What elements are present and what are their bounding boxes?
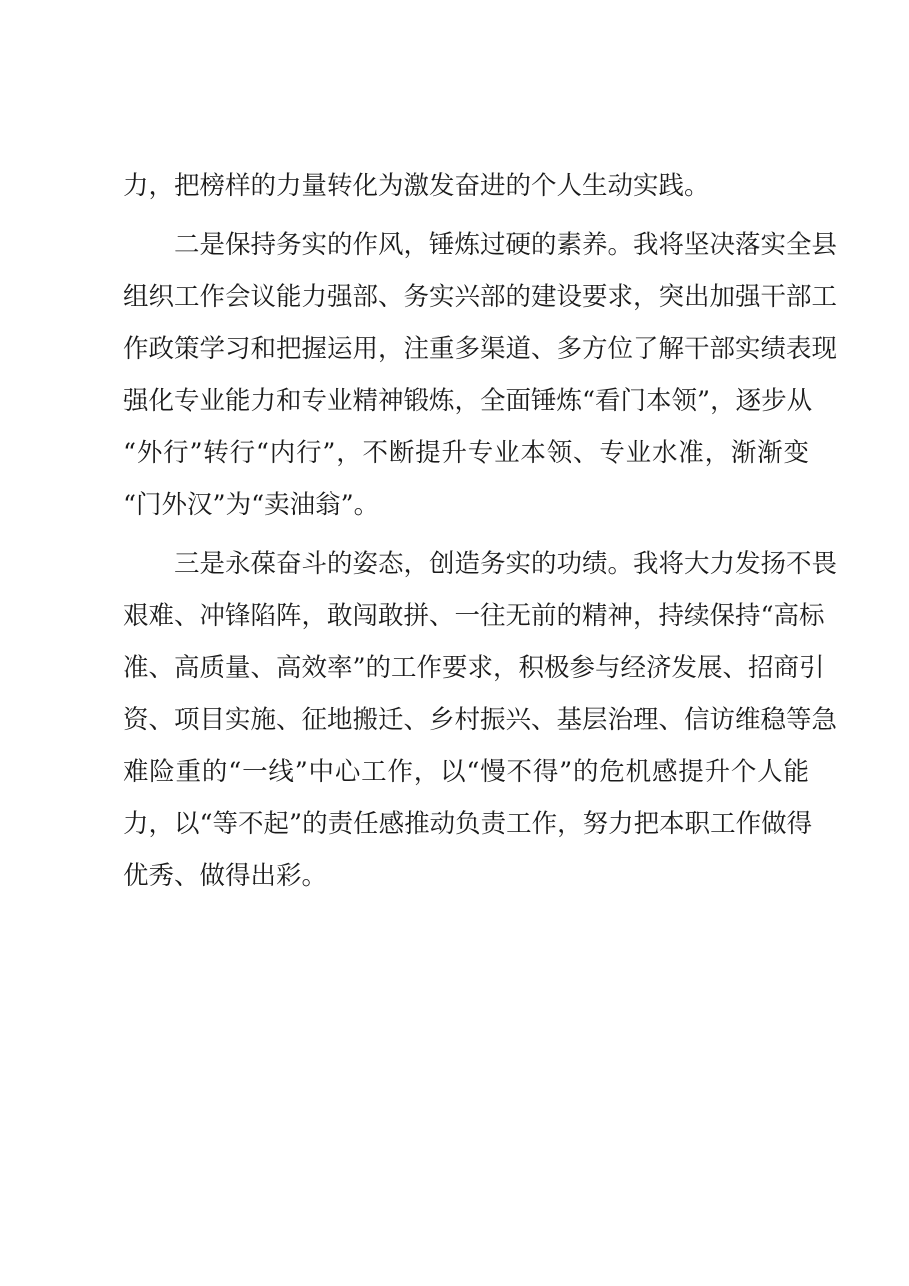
- paragraph-2: [123, 219, 838, 531]
- text-line: 力，把榜样的力量转化为激发奋进的个人生动实践。: [123, 171, 710, 201]
- text-line: 组织工作会议能力强部、务实兴部的建设要求，突出加强干部工: [123, 282, 838, 312]
- text-line: “外行”转行“内行”，不断提升专业本领、专业水准，渐渐变: [123, 438, 809, 468]
- text-line: 资、项目实施、征地搬迁、乡村振兴、基层治理、信访维稳等急: [123, 705, 838, 735]
- text-line: 优秀、做得出彩。: [123, 861, 328, 891]
- text-line: 难险重的“一线”中心工作，以“慢不得”的危机感提升个人能: [123, 757, 809, 787]
- paragraph-3: [123, 538, 838, 902]
- text-line: 二是保持务实的作风，锤炼过硬的素养。我将坚决落实全县: [123, 230, 838, 260]
- paragraph-continuation: [123, 160, 809, 212]
- text-line: 作政策学习和把握运用，注重多渠道、多方位了解干部实绩表现: [123, 334, 838, 364]
- text-line: “门外汉”为“卖油翁”。: [123, 490, 380, 520]
- text-line: 准、高质量、高效率”的工作要求，积极参与经济发展、招商引: [123, 653, 825, 683]
- text-line: 强化专业能力和专业精神锻炼，全面锤炼“看门本领”，逐步从: [123, 386, 813, 416]
- text-line: 艰难、冲锋陷阵，敢闯敢拼、一往无前的精神，持续保持“高标: [123, 601, 825, 631]
- document-body: [123, 160, 838, 902]
- text-line: 三是永葆奋斗的姿态，创造务实的功绩。我将大力发扬不畏: [123, 549, 838, 579]
- text-line: 力，以“等不起”的责任感推动负责工作，努力把本职工作做得: [123, 809, 813, 839]
